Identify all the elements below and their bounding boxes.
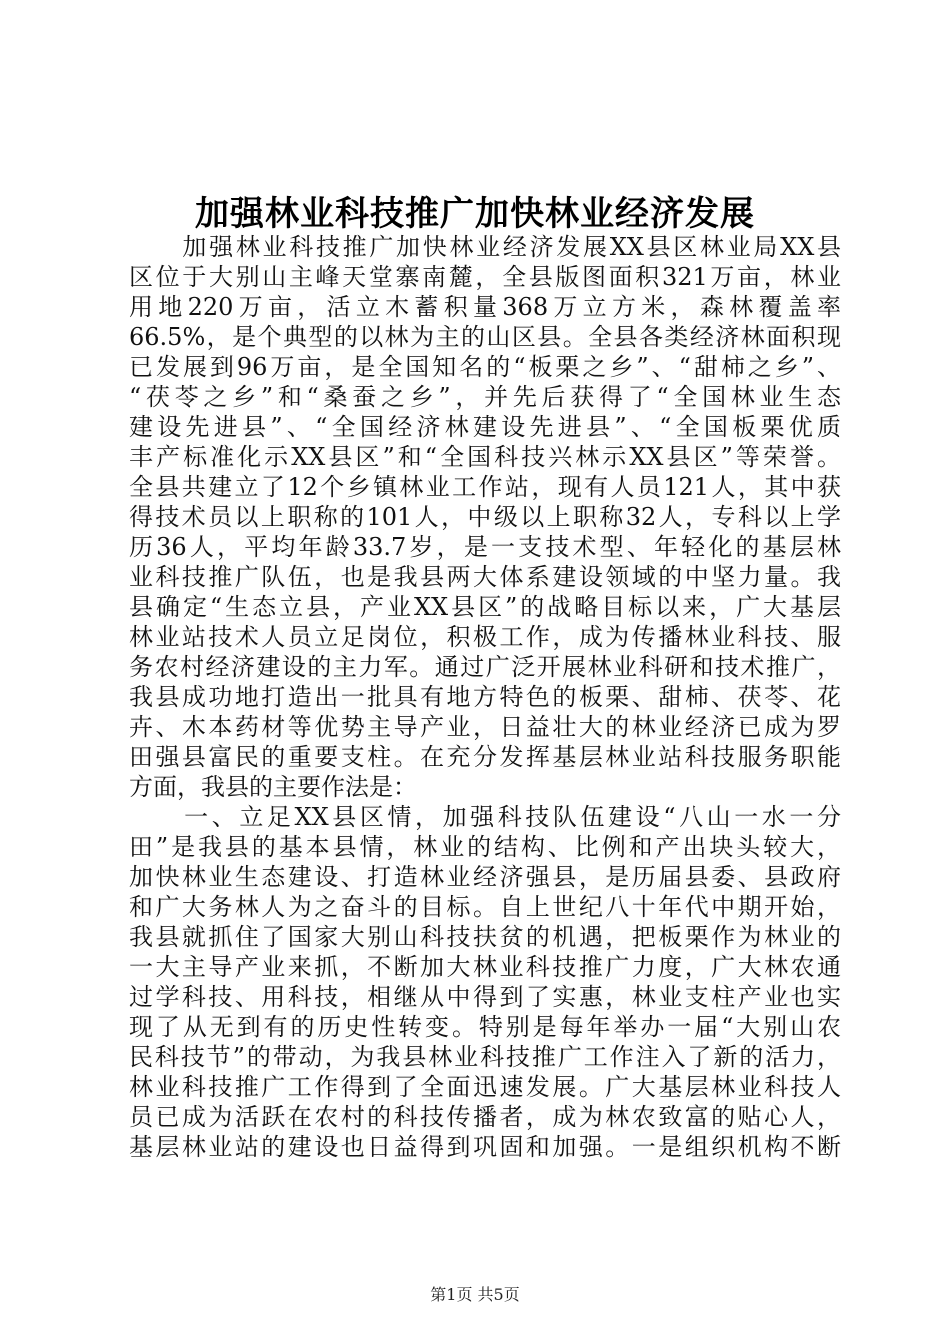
text-line: 民科技节”的带动，为我县林业科技推广工作注入了新的活力， — [129, 1043, 841, 1071]
text-line: 卉、木本药材等优势主导产业，日益壮大的林业经济已成为罗 — [129, 713, 841, 741]
document-title: 加强林业科技推广加快林业经济发展 — [195, 194, 755, 234]
text-line: 林业站技术人员立足岗位，积极工作，成为传播林业科技、服 — [129, 623, 841, 651]
text-line: 66.5%，是个典型的以林为主的山区县。全县各类经济林面积现 — [129, 323, 841, 351]
text-line: 历36人，平均年龄33.7岁，是一支技术型、年轻化的基层林 — [129, 533, 841, 561]
text-line: 区位于大别山主峰天堂寨南麓，全县版图面积321万亩，林业 — [129, 263, 841, 291]
text-line: 得技术员以上职称的101人，中级以上职称32人，专科以上学 — [129, 503, 841, 531]
text-line: 加强林业科技推广加快林业经济发展XX县区林业局XX县 — [129, 233, 841, 261]
text-line: 田强县富民的重要支柱。在充分发挥基层林业站科技服务职能 — [129, 743, 841, 771]
text-line: 丰产标准化示XX县区”和“全国科技兴林示XX县区”等荣誉。 — [129, 443, 841, 471]
text-line: 已发展到96万亩，是全国知名的“板栗之乡”、“甜柿之乡”、 — [129, 353, 841, 381]
text-line: 林业科技推广工作得到了全面迅速发展。广大基层林业科技人 — [129, 1073, 841, 1101]
text-line: 全县共建立了12个乡镇林业工作站，现有人员121人，其中获 — [129, 473, 841, 501]
text-line: 一、立足XX县区情，加强科技队伍建设“八山一水一分 — [129, 803, 841, 831]
text-line: 我县成功地打造出一批具有地方特色的板栗、甜柿、茯苓、花 — [129, 683, 841, 711]
text-line: 务农村经济建设的主力军。通过广泛开展林业科研和技术推广， — [129, 653, 841, 681]
text-line: 加快林业生态建设、打造林业经济强县，是历届县委、县政府 — [129, 863, 841, 891]
text-line: 业科技推广队伍，也是我县两大体系建设领域的中坚力量。我 — [129, 563, 841, 591]
text-line: 用地220万亩，活立木蓄积量368万立方米，森林覆盖率 — [129, 293, 841, 321]
text-line: 基层林业站的建设也日益得到巩固和加强。一是组织机构不断 — [129, 1133, 841, 1161]
text-line: 建设先进县”、“全国经济林建设先进县”、“全国板栗优质 — [129, 413, 841, 441]
text-line: 方面，我县的主要作法是： — [129, 773, 417, 801]
text-line: “茯苓之乡”和“桑蚕之乡”，并先后获得了“全国林业生态 — [129, 383, 841, 411]
text-line: 田”是我县的基本县情，林业的结构、比例和产出块头较大， — [129, 833, 841, 861]
text-line: 一大主导产业来抓，不断加大林业科技推广力度，广大林农通 — [129, 953, 841, 981]
page-footer: 第1页 共5页 — [430, 1285, 520, 1304]
text-line: 现了从无到有的历史性转变。特别是每年举办一届“大别山农 — [129, 1013, 841, 1041]
text-line: 我县就抓住了国家大别山科技扶贫的机遇，把板栗作为林业的 — [129, 923, 841, 951]
text-line: 和广大务林人为之奋斗的目标。自上世纪八十年代中期开始， — [129, 893, 841, 921]
text-line: 过学科技、用科技，相继从中得到了实惠，林业支柱产业也实 — [129, 983, 841, 1011]
text-line: 县确定“生态立县，产业XX县区”的战略目标以来，广大基层 — [129, 593, 841, 621]
document-body — [129, 232, 841, 1162]
text-line: 员已成为活跃在农村的科技传播者，成为林农致富的贴心人， — [129, 1103, 841, 1131]
